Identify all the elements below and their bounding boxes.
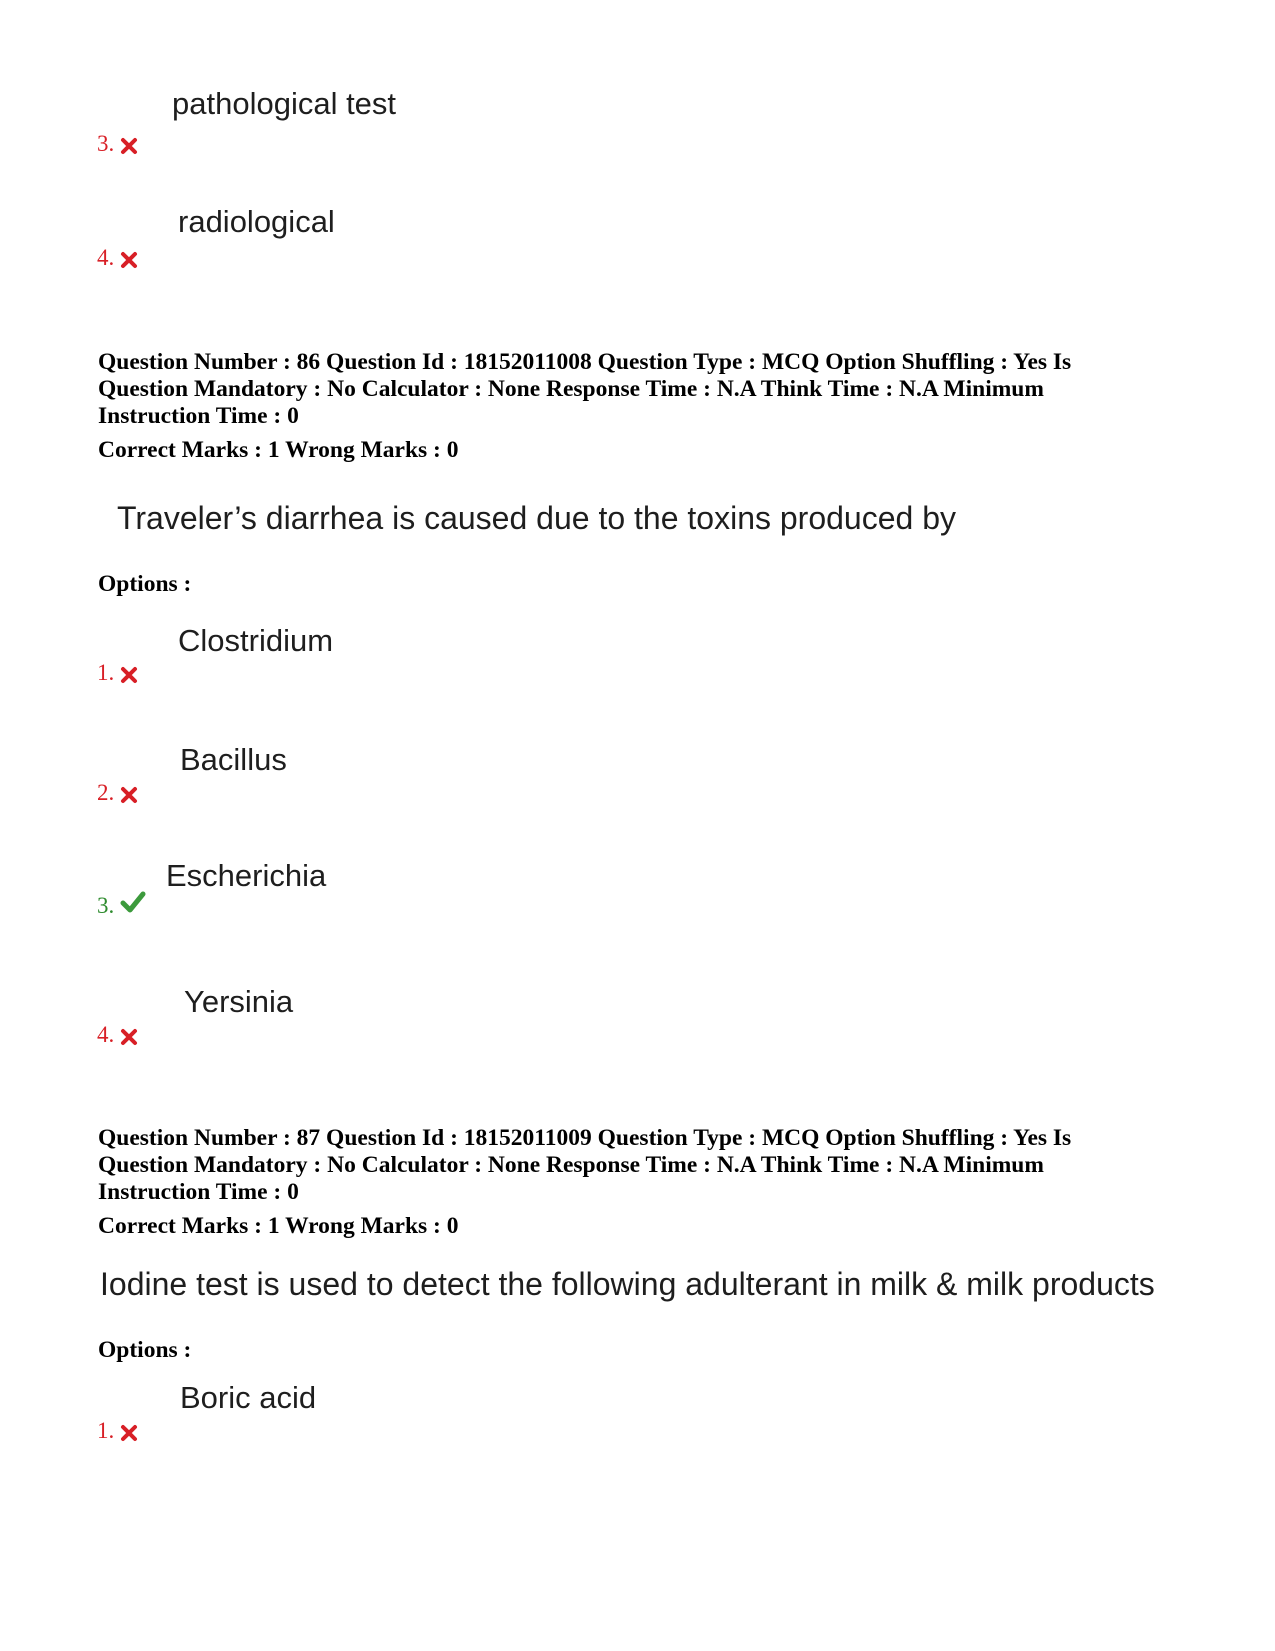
option-number-label: 1.	[97, 1418, 115, 1443]
option-number	[97, 893, 146, 919]
option-number-label: 1.	[97, 660, 115, 685]
option-number	[97, 1022, 138, 1048]
meta-line-2: Question Mandatory : No Calculator : None Response Time : N.A Think Time : N.A Minimum	[98, 1152, 1044, 1178]
check-icon	[120, 891, 146, 913]
option-number	[97, 131, 138, 157]
cross-icon	[120, 1028, 138, 1046]
option-text: pathological test	[172, 86, 397, 121]
option-text: Yersinia	[184, 984, 294, 1019]
option-text: Clostridium	[178, 623, 334, 658]
cross-icon	[120, 251, 138, 269]
option-number-label: 4.	[97, 1022, 115, 1047]
option-text: Escherichia	[166, 858, 327, 893]
option-number	[97, 245, 138, 271]
marks-line: Correct Marks : 1 Wrong Marks : 0	[98, 437, 459, 463]
option-number-label: 3.	[97, 893, 115, 918]
cross-icon	[120, 786, 138, 804]
option-number-label: 4.	[97, 245, 115, 270]
question-text: Iodine test is used to detect the following adulterant in milk & milk products	[100, 1266, 1155, 1302]
meta-line-1: Question Number : 87 Question Id : 18152011009 Question Type : MCQ Option Shuffling : Yes Is	[98, 1125, 1072, 1151]
option-text: radiological	[178, 204, 335, 239]
option-text: Boric acid	[180, 1380, 317, 1415]
option-number	[97, 660, 138, 686]
option-number-label: 2.	[97, 780, 115, 805]
cross-icon	[120, 666, 138, 684]
meta-line-3: Instruction Time : 0	[98, 403, 299, 429]
cross-icon	[120, 137, 138, 155]
question-meta	[98, 1125, 1071, 1206]
meta-line-1: Question Number : 86 Question Id : 18152011008 Question Type : MCQ Option Shuffling : Yes Is	[98, 349, 1072, 375]
marks-line: Correct Marks : 1 Wrong Marks : 0	[98, 1213, 459, 1239]
meta-line-3: Instruction Time : 0	[98, 1179, 299, 1205]
option-number-label: 3.	[97, 131, 115, 156]
option-number	[97, 1418, 138, 1444]
question-meta	[98, 349, 1071, 430]
meta-line-2: Question Mandatory : No Calculator : None Response Time : N.A Think Time : N.A Minimum	[98, 376, 1044, 402]
options-label: Options :	[98, 571, 192, 597]
option-text: Bacillus	[180, 742, 287, 777]
cross-icon	[120, 1424, 138, 1442]
question-text: Traveler’s diarrhea is caused due to the toxins produced by	[117, 500, 956, 536]
option-number	[97, 780, 138, 806]
options-label: Options :	[98, 1337, 192, 1363]
